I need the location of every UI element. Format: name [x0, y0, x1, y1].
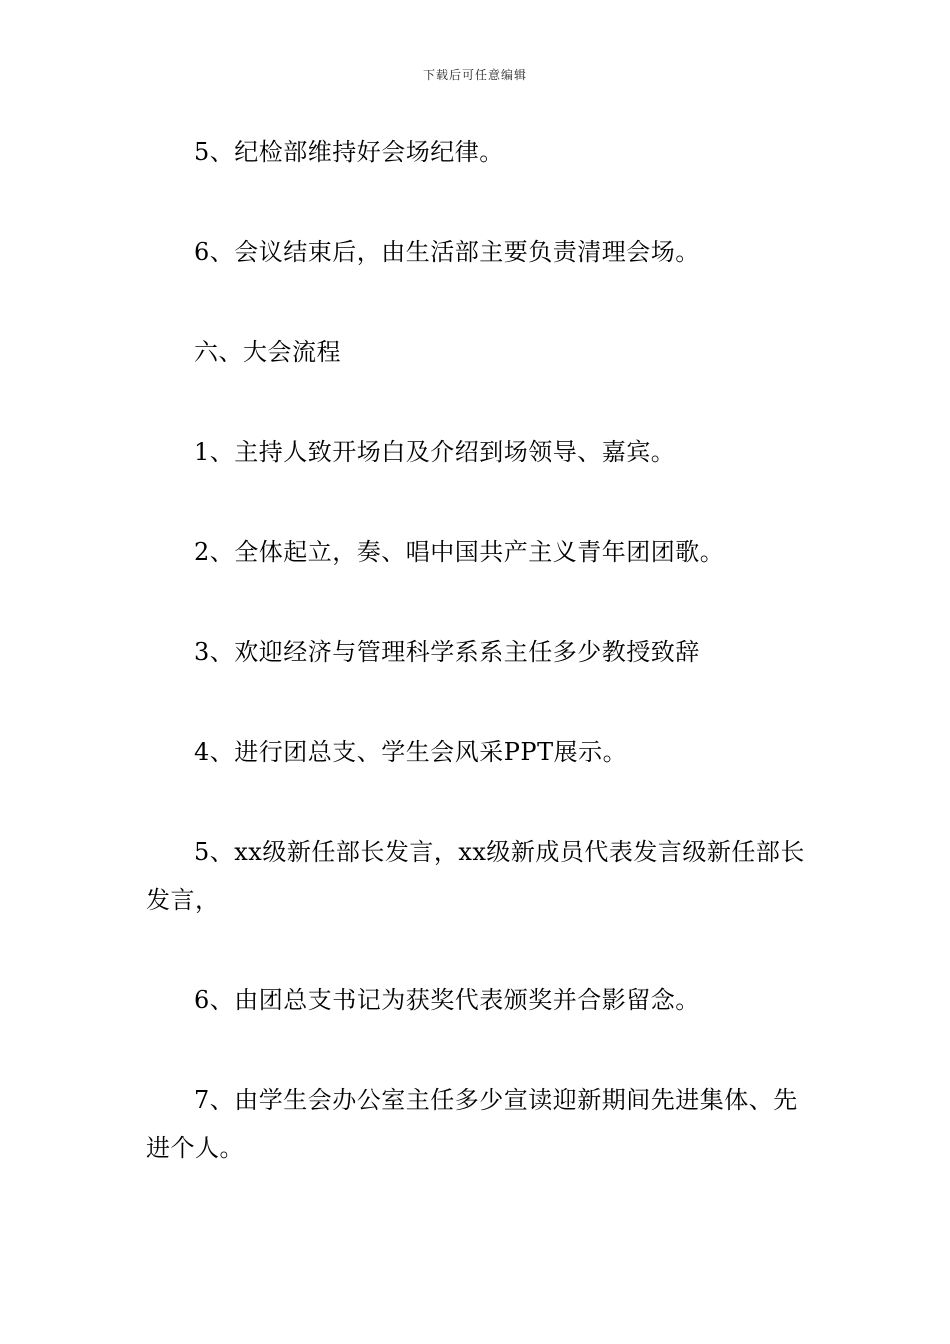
section-heading-agenda: 六、大会流程 — [194, 338, 341, 366]
document-body — [146, 128, 816, 1224]
agenda-item-4: 4、进行团总支、学生会风采PPT展示。 — [194, 738, 628, 766]
agenda-item-1: 1、主持人致开场白及介绍到场领导、嘉宾。 — [194, 438, 676, 466]
agenda-item-2: 2、全体起立，奏、唱中国共产主义青年团团歌。 — [194, 538, 725, 566]
paragraph-6-cleanup: 6、会议结束后，由生活部主要负责清理会场。 — [194, 238, 700, 266]
agenda-item-6: 6、由团总支书记为获奖代表颁奖并合影留念。 — [194, 986, 700, 1014]
agenda-item-3: 3、欢迎经济与管理科学系系主任多少教授致辞 — [194, 638, 700, 666]
agenda-item-5: 5、xx级新任部长发言，xx级新成员代表发言级新任部长发言， — [146, 838, 805, 914]
header-note: 下载后可任意编辑 — [422, 68, 527, 82]
paragraph-5-discipline: 5、纪检部维持好会场纪律。 — [194, 138, 504, 166]
agenda-item-7: 7、由学生会办公室主任多少宣读迎新期间先进集体、先进个人。 — [146, 1086, 798, 1162]
